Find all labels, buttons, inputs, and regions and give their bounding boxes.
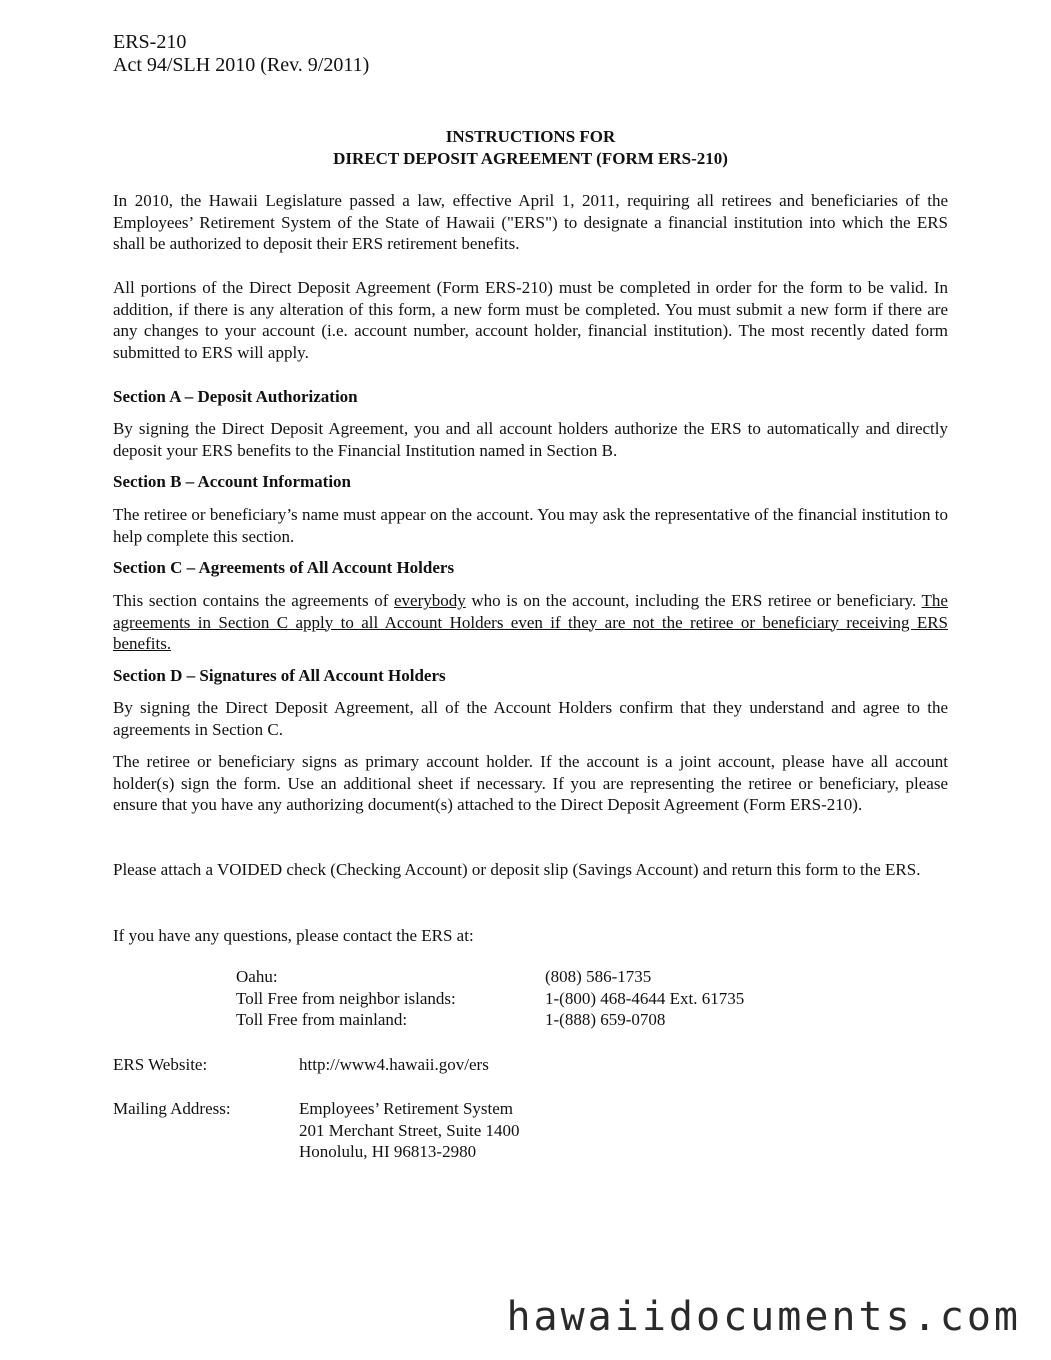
mailing-address [299, 1098, 520, 1163]
site-watermark: hawaiidocuments.com [506, 1294, 1021, 1340]
contact-intro: If you have any questions, please contact the ERS at: [113, 926, 474, 945]
contact-row [236, 988, 796, 1010]
title-line-2: DIRECT DEPOSIT AGREEMENT (FORM ERS-210) [333, 149, 728, 168]
section-c-heading: Section C – Agreements of All Account Holders [113, 558, 455, 577]
form-header [113, 31, 369, 77]
section-a-body: By signing the Direct Deposit Agreement, you and all account holders authorize the ERS to automatically and directly deposit your ERS benefits to the Financial Institution named in Section B. [113, 419, 948, 460]
contact-phone: (808) 586-1735 [545, 967, 652, 986]
contact-label: Toll Free from neighbor islands: [236, 988, 456, 1008]
contact-row [236, 1009, 796, 1031]
intro-paragraph-2: All portions of the Direct Deposit Agreement (Form ERS-210) must be completed in order for the form to be valid. In addition, if there is any alteration of this form, a new form must be completed. You must submit a new form if there are any changes to your account (i.e. account number, account holder, financial institution). The most recently dated form submitted to ERS will apply. [113, 278, 948, 362]
section-b-body: The retiree or beneficiary’s name must appear on the account. You may ask the representative of the financial institution to help complete this section. [113, 505, 948, 546]
website-label: ERS Website: [113, 1055, 208, 1074]
section-c-underlined-note: The agreements in Section C apply to all Account Holders even if they are not the retiree or beneficiary receiving ERS benefits. [113, 591, 948, 654]
section-c-text-1: This section contains the agreements of [113, 591, 394, 610]
intro-paragraph-1: In 2010, the Hawaii Legislature passed a law, effective April 1, 2011, requiring all retirees and beneficiaries of the Employees’ Retirement System of the State of Hawaii ("ERS") to designate a financial institution into which the ERS shall be authorized to deposit their ERS retirement benefits. [113, 191, 948, 254]
contact-phone: 1-(888) 659-0708 [545, 1010, 666, 1030]
attach-note: Please attach a VOIDED check (Checking Account) or deposit slip (Savings Account) and return this form to the ERS. [113, 860, 921, 879]
form-revision: Act 94/SLH 2010 (Rev. 9/2011) [113, 54, 370, 76]
mailing-address-line-3: Honolulu, HI 96813-2980 [299, 1142, 477, 1162]
contact-label: Oahu: [236, 967, 278, 986]
title-line-1: INSTRUCTIONS FOR [445, 127, 616, 146]
section-c-text-2: who is on the account, including the ERS retiree or beneficiary. [465, 591, 922, 610]
contact-row [236, 966, 796, 988]
contact-label: Toll Free from mainland: [236, 1010, 408, 1030]
section-c-body [113, 590, 948, 655]
mailing-address-line-2: 201 Merchant Street, Suite 1400 [299, 1120, 520, 1140]
mailing-address-label: Mailing Address: [113, 1099, 231, 1118]
contact-phone: 1-(800) 468-4644 Ext. 61735 [545, 988, 745, 1008]
section-a-heading: Section A – Deposit Authorization [113, 387, 358, 406]
section-d-heading: Section D – Signatures of All Account Holders [113, 666, 446, 685]
form-id: ERS-210 [113, 31, 187, 53]
section-c-emphasis: everybody [394, 591, 466, 610]
section-d-body-1: By signing the Direct Deposit Agreement, all of the Account Holders confirm that they understand and agree to the agreements in Section C. [113, 698, 948, 739]
section-d-body-2: The retiree or beneficiary signs as primary account holder. If the account is a joint account, please have all account holder(s) sign the form. Use an additional sheet if necessary. If you are representing the retiree or beneficiary, please ensure that you have any authorizing document(s) attached to the Direct Deposit Agreement (Form ERS-210). [113, 752, 948, 815]
contact-table [236, 966, 796, 1031]
section-b-heading: Section B – Account Information [113, 472, 351, 491]
website-link[interactable]: http://www4.hawaii.gov/ers [299, 1055, 489, 1074]
mailing-address-line-1: Employees’ Retirement System [299, 1099, 514, 1118]
